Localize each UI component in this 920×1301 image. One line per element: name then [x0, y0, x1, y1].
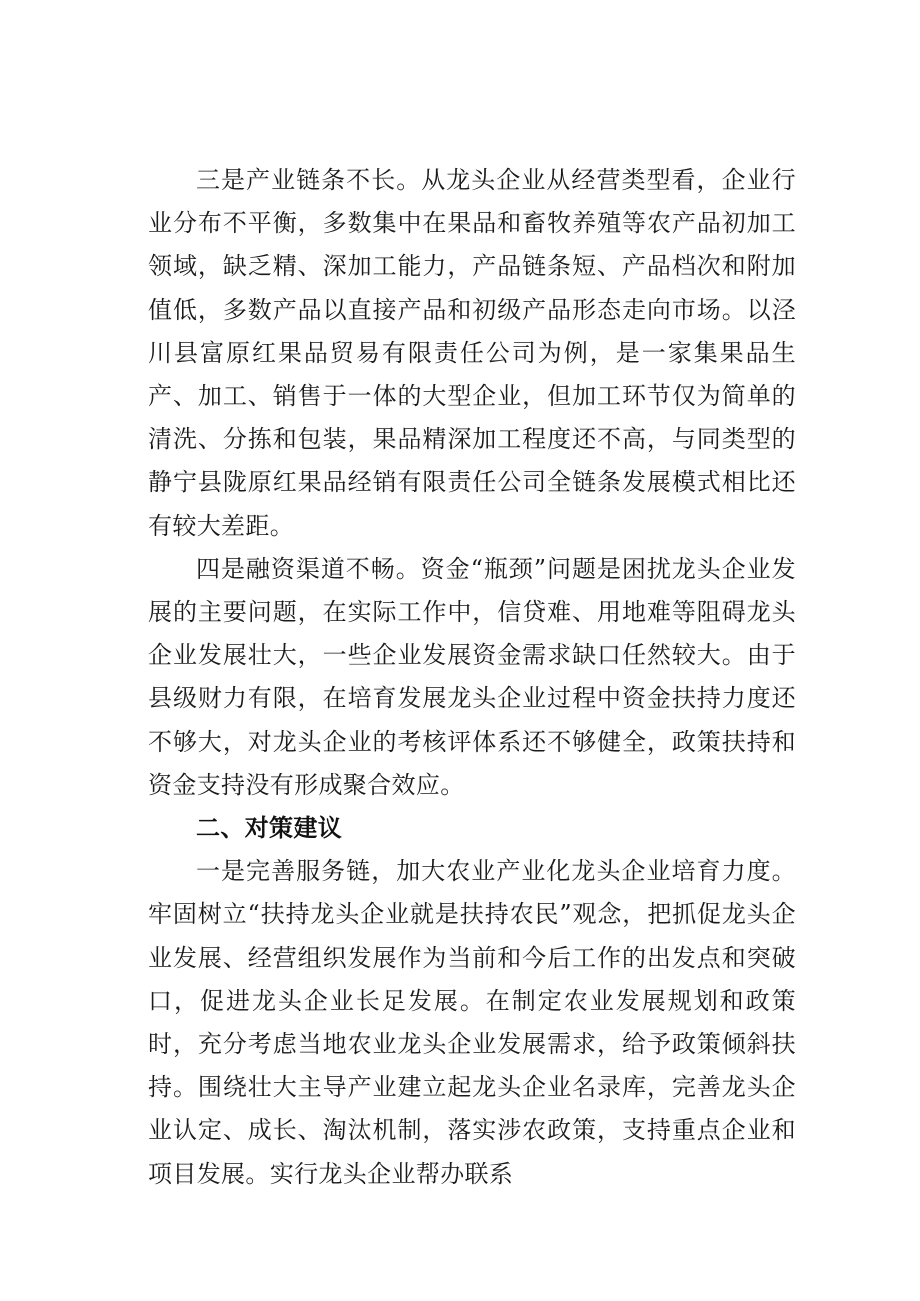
document-body — [148, 159, 796, 1196]
paragraph-industry-chain: 三是产业链条不长。从龙头企业从经营类型看，企业行业分布不平衡，多数集中在果品和畜牧养殖等农产品初加工领域，缺乏精、深加工能力，产品链条短、产品档次和附加值低，多数产品以直接产品和初级产品形态走向市场。以泾川县富原红果品贸易有限责任公司为例，是一家集果品生产、加工、销售于一体的大型企业，但加工环节仅为简单的清洗、分拣和包装，果品精深加工程度还不高，与同类型的静宁县陇原红果品经销有限责任公司全链条发展模式相比还有较大差距。 — [148, 166, 796, 540]
paragraph-financing: 四是融资渠道不畅。资金“瓶颈”问题是困扰龙头企业发展的主要问题，在实际工作中，信贷难、用地难等阻碍龙头企业发展壮大，一些企业发展资金需求缺口任然较大。由于县级财力有限，在培育发展龙头企业过程中资金扶持力度还不够大，对龙头企业的考核评体系还不够健全，政策扶持和资金支持没有形成聚合效应。 — [148, 554, 796, 799]
paragraph-service-chain: 一是完善服务链，加大农业产业化龙头企业培育力度。牢固树立“扶持龙头企业就是扶持农民”观念，把抓促龙头企业发展、经营组织发展作为当前和今后工作的出发点和突破口，促进龙头企业长足发展。在制定农业发展规划和政策时，充分考虑当地农业龙头企业发展需求，给予政策倾斜扶持。围绕壮大主导产业建立起龙头企业名录库，完善龙头企业认定、成长、淘汰机制，落实涉农政策，支持重点企业和项目发展。实行龙头企业帮办联系 — [148, 857, 796, 1188]
section-heading: 二、对策建议 — [196, 814, 343, 843]
